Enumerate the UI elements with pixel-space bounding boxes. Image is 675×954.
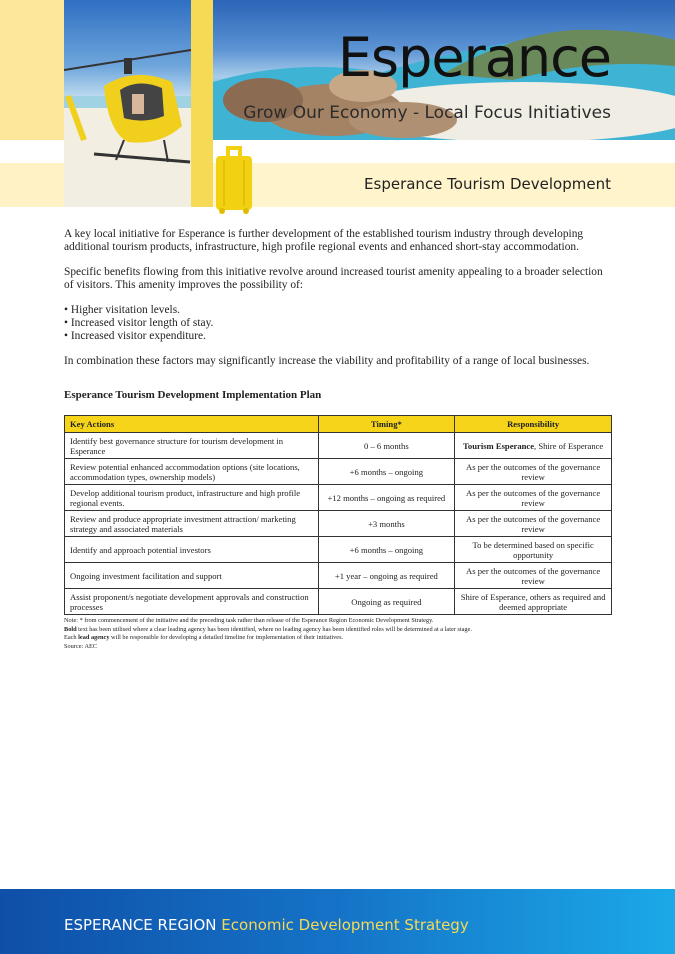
cell-action: Ongoing investment facilitation and support xyxy=(65,563,319,589)
implementation-plan-table xyxy=(64,415,612,615)
cell-timing: +6 months – ongoing xyxy=(318,537,455,563)
table-row xyxy=(65,433,612,459)
page-title: Esperance xyxy=(337,26,611,89)
cell-timing: +6 months – ongoing xyxy=(318,459,455,485)
table-row xyxy=(65,563,612,589)
header-timing: Timing* xyxy=(318,416,455,433)
beach-photo xyxy=(213,0,675,140)
intro-text xyxy=(64,228,612,380)
cell-responsibility: As per the outcomes of the governance review xyxy=(455,485,612,511)
cell-timing: 0 – 6 months xyxy=(318,433,455,459)
header-responsibility: Responsibility xyxy=(455,416,612,433)
list-item: • Higher visitation levels. xyxy=(64,304,612,317)
benefits-list xyxy=(64,304,612,343)
table-header-row xyxy=(65,416,612,433)
footer-band xyxy=(0,889,675,954)
cell-responsibility: As per the outcomes of the governance review xyxy=(455,563,612,589)
suitcase-icon xyxy=(214,146,254,214)
helicopter-photo xyxy=(64,0,191,207)
cell-timing: +12 months – ongoing as required xyxy=(318,485,455,511)
table-row xyxy=(65,511,612,537)
cell-timing: Ongoing as required xyxy=(318,589,455,615)
yellow-accent-strip xyxy=(191,0,213,207)
table-notes xyxy=(64,617,624,651)
list-item: • Increased visitor length of stay. xyxy=(64,317,612,330)
cell-responsibility: To be determined based on specific opportunity xyxy=(455,537,612,563)
note-text: will be responsible for developing a detailed timeline for implementation of their initiatives. xyxy=(109,634,344,642)
page-subtitle: Grow Our Economy - Local Focus Initiatives xyxy=(243,103,611,123)
intro-paragraph-1: A key local initiative for Esperance is further development of the established tourism industry through developing additional tourism products, infrastructure, high profile regional events and enhanced short-stay accommodation. xyxy=(64,228,584,253)
note-text: text has been utilised where a clear leading agency has been identified, where no leading agency has been identified roles will be determined at a later stage. xyxy=(76,625,472,633)
cell-timing: +3 months xyxy=(318,511,455,537)
cell-action: Develop additional tourism product, infrastructure and high profile regional events. xyxy=(65,485,319,511)
note-bold-term: Bold xyxy=(64,625,77,633)
intro-paragraph-2: Specific benefits flowing from this initiative revolve around increased tourist amenity appealing to a broader selection of visitors. This amenity improves the possibility of: xyxy=(64,266,603,291)
cell-action: Identify best governance structure for tourism development in Esperance xyxy=(65,433,319,459)
note-line xyxy=(64,634,624,643)
source-line: Source: AEC xyxy=(64,642,98,650)
intro-paragraph-3: In combination these factors may significantly increase the viability and profitability of a range of local businesses. xyxy=(64,355,590,367)
table-row xyxy=(65,537,612,563)
note-line xyxy=(64,626,624,635)
table-row xyxy=(65,485,612,511)
cell-action: Review and produce appropriate investment attraction/ marketing strategy and associated materials xyxy=(65,511,319,537)
section-title: Esperance Tourism Development xyxy=(364,175,611,193)
left-cream-band xyxy=(0,163,64,207)
note-line: Note: * from commencement of the initiative and the preceding task rather than release of the Esperance Region Economic Development Strategy. xyxy=(64,617,434,624)
cell-action: Identify and approach potential investors xyxy=(65,537,319,563)
table-row xyxy=(65,589,612,615)
list-item: • Increased visitor expenditure. xyxy=(64,330,612,343)
responsibility-text: , Shire of Esperance xyxy=(534,440,604,451)
header-key-actions: Key Actions xyxy=(65,416,319,433)
cell-action: Assist proponent/s negotiate development approvals and construction processes xyxy=(65,589,319,615)
footer-region: ESPERANCE REGION xyxy=(64,916,217,934)
left-yellow-band xyxy=(0,0,64,140)
cell-action: Review potential enhanced accommodation options (site locations, accommodation types, ownership models) xyxy=(65,459,319,485)
plan-title: Esperance Tourism Development Implementation Plan xyxy=(64,389,322,401)
note-text: Each xyxy=(64,634,79,642)
cell-timing: +1 year – ongoing as required xyxy=(318,563,455,589)
footer-title xyxy=(64,916,469,934)
cell-responsibility: As per the outcomes of the governance review xyxy=(455,511,612,537)
cell-responsibility: As per the outcomes of the governance review xyxy=(455,459,612,485)
title-band-spacer xyxy=(213,140,675,163)
note-bold-term: lead agency xyxy=(78,634,110,642)
cell-responsibility xyxy=(455,433,612,459)
cell-responsibility: Shire of Esperance, others as required and deemed appropriate xyxy=(455,589,612,615)
table-row xyxy=(65,459,612,485)
lead-agency: Tourism Esperance xyxy=(462,440,535,451)
footer-strategy: Economic Development Strategy xyxy=(221,916,469,934)
